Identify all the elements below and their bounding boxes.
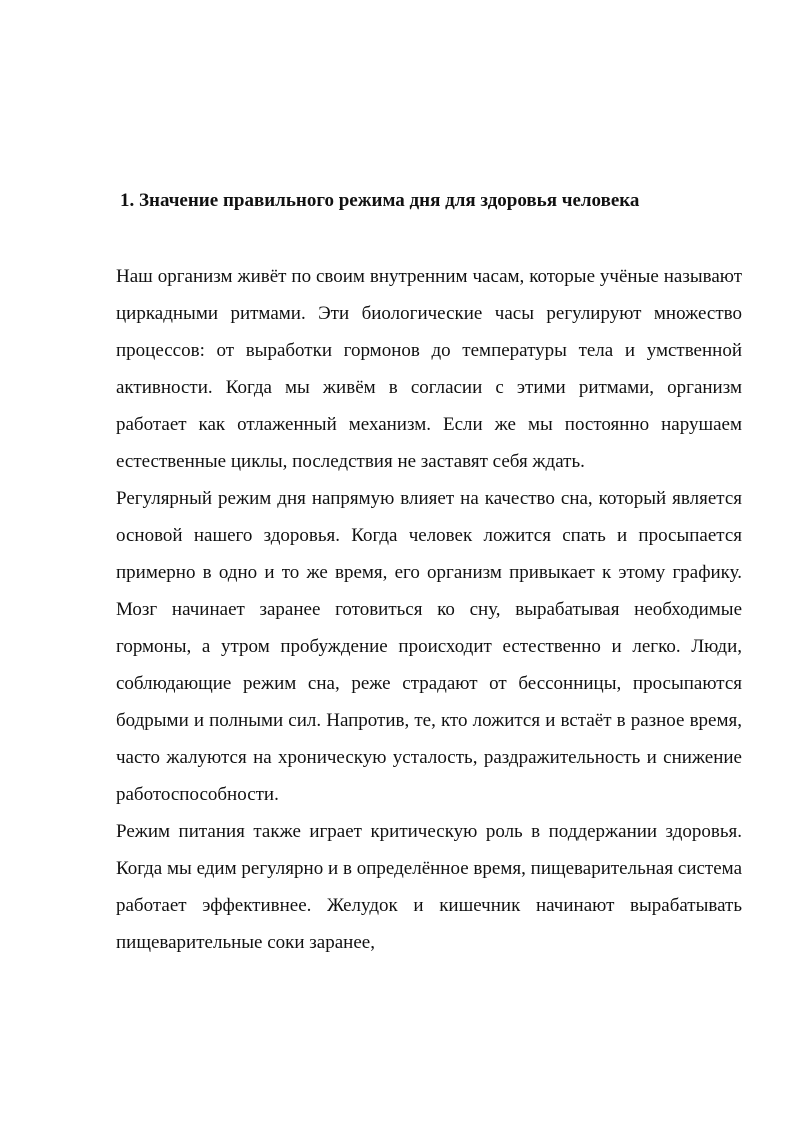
- paragraph-sleep-regime: Регулярный режим дня напрямую влияет на качество сна, который является основой нашего здоровья. Когда человек ложится спать и просыпается примерно в одно и то же время, его организм привыкает к этому графику. Мозг начинает заранее готовиться ко сну, вырабатывая необходимые гормоны, а утром пробуждение происходит естественно и легко. Люди, соблюдающие режим сна, реже страдают от бессонницы, просыпаются бодрыми и полными сил. Напротив, те, кто ложится и встаёт в разное время, часто жалуются на хроническую усталость, раздражительность и снижение работоспособности.: [116, 488, 742, 805]
- section-heading: 1. Значение правильного режима дня для здоровья человека: [120, 190, 640, 211]
- body-text: [116, 258, 742, 961]
- paragraph-circadian-rhythms: Наш организм живёт по своим внутренним часам, которые учёные называют циркадными ритмами. Эти биологические часы регулируют множество процессов: от выработки гормонов до температуры тела и умственной активности. Когда мы живём в согласии с этими ритмами, организм работает как отлаженный механизм. Если же мы постоянно нарушаем естественные циклы, последствия не заставят себя ждать.: [116, 266, 742, 472]
- paragraph-nutrition-regime: Режим питания также играет критическую роль в поддержании здоровья. Когда мы едим регулярно и в определённое время, пищеварительная система работает эффективнее. Желудок и кишечник начинают вырабатывать пищеварительные соки заранее,: [116, 821, 742, 953]
